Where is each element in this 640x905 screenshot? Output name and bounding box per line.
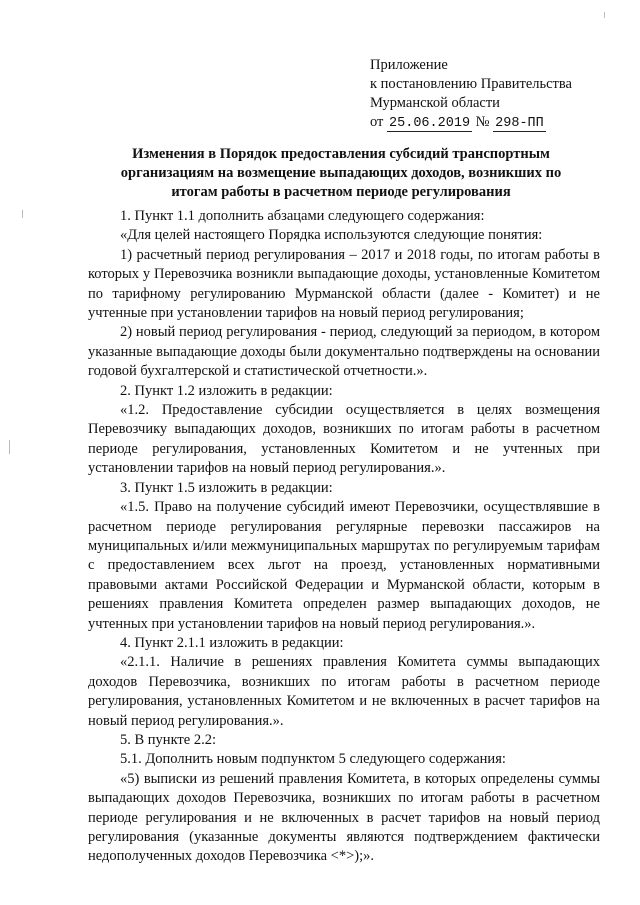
paragraph: 5.1. Дополнить новым подпунктом 5 следующего содержания:: [120, 751, 506, 768]
paragraph: 2. Пункт 1.2 изложить в редакции:: [120, 382, 333, 399]
paragraph: «5) выписки из решений правления Комитета, в которых определены суммы выпадающих доходов Перевозчика, возникших по итогам работы в расчетном периоде регулирования и не включенных в расчет тарифов на новый период регулирования (указанные документы являются подтверждением фактически недополученных доходов Перевозчика <*>);».: [88, 770, 600, 865]
appendix-block: [370, 56, 630, 133]
scan-mark: [22, 210, 23, 218]
paragraph: 5. В пункте 2.2:: [120, 731, 216, 748]
paragraph: 4. Пункт 2.1.1 изложить в редакции:: [120, 634, 344, 651]
paragraph: «2.1.1. Наличие в решениях правления Комитета суммы выпадающих доходов Перевозчика, возникших по итогам работы в расчетном периоде регулирования, установленных Комитетом и не включенных в расчет тарифов на новый период регулирования.».: [88, 654, 600, 729]
paragraph: 3. Пункт 1.5 изложить в редакции:: [120, 479, 333, 496]
appendix-line-3: Мурманской области: [370, 95, 500, 111]
scan-mark: [604, 12, 605, 18]
document-title: Изменения в Порядок предоставления субсидий транспортным организациям на возмещение выпадающих доходов, возникших по итогам работы в расчетном периоде регулирования: [120, 146, 562, 200]
date-prefix: от: [370, 114, 384, 130]
scan-mark: [9, 440, 10, 454]
paragraph: «Для целей настоящего Порядка используются следующие понятия:: [120, 227, 543, 244]
document-body: [88, 207, 600, 867]
appendix-line-1: Приложение: [370, 57, 448, 73]
paragraph: 2) новый период регулирования - период, следующий за периодом, в котором указанные выпадающие доходы были документально подтверждены на основании годовой бухгалтерской и статистической отчетности.».: [88, 324, 600, 380]
paragraph: «1.2. Предоставление субсидии осуществляется в целях возмещения Перевозчику выпадающих доходов, возникших по итогам работы в расчетном периоде регулирования, установленных Комитетом и не учтенных при установлении тарифов на новый период регулирования.».: [88, 402, 600, 477]
resolution-number: 298-ПП: [495, 116, 544, 131]
appendix-date-line: [370, 113, 630, 133]
resolution-date: 25.06.2019: [389, 116, 471, 131]
number-prefix: №: [475, 114, 490, 130]
paragraph: 1) расчетный период регулирования – 2017 и 2018 годы, по итогам работы в которых у Перевозчика возникли выпадающие доходы, установленные Комитетом по тарифному регулированию Мурманской области (далее - Комитет) и не учтенные при установлении тарифов на новый период регулирования;: [88, 246, 600, 322]
paragraph: «1.5. Право на получение субсидий имеют Перевозчики, осуществлявшие в расчетном периоде регулирования регулярные перевозки пассажиров на муниципальных и/или межмуниципальных маршрутах по регулируемым тарифам с предоставлением всех льгот на проезд, установленных нормативными правовыми актами Российской Федерации и Мурманской области, которым в решениях правления Комитета определен размер выпадающих доходов, не учтенных при установлении тарифов на новый период регулирования.».: [88, 499, 600, 632]
appendix-line-2: к постановлению Правительства: [370, 76, 572, 92]
paragraph: 1. Пункт 1.1 дополнить абзацами следующего содержания:: [120, 208, 485, 224]
